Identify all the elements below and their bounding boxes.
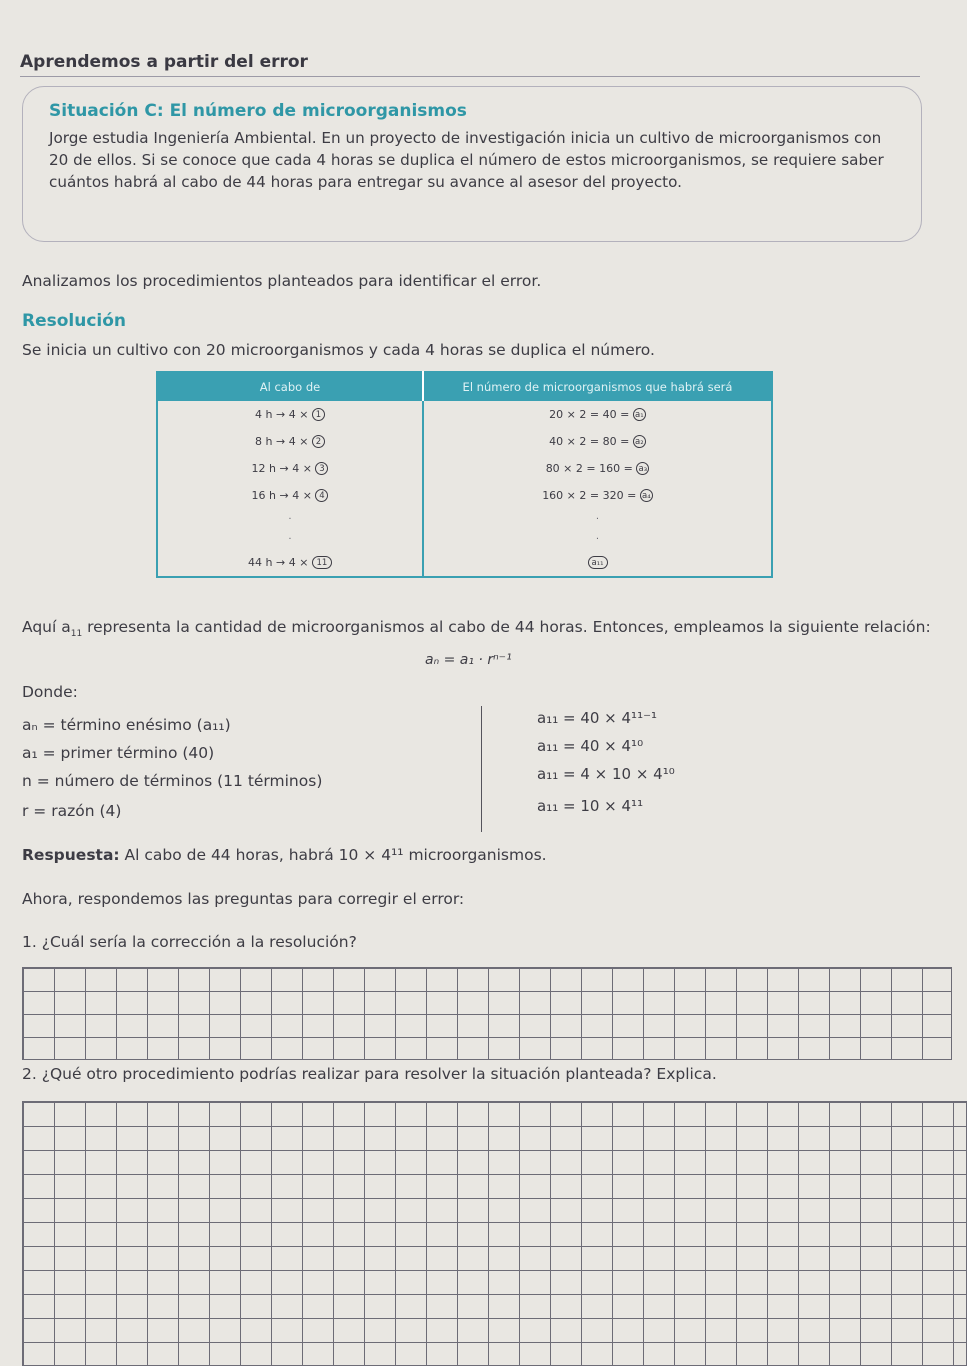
- explanation-subscript: 11: [70, 629, 83, 640]
- time-expression: 44 h → 4 ×: [248, 555, 309, 569]
- count-expression: 80 × 2 = 160 =: [545, 461, 633, 475]
- ellipsis-dot: ·: [157, 509, 423, 529]
- definition-item: a₁ = primer término (40): [22, 744, 215, 762]
- resolution-intro: Se inicia un cultivo con 20 microorganismos y cada 4 horas se duplica el número.: [22, 341, 655, 359]
- table-cell-count: [423, 455, 772, 482]
- situation-box: [22, 86, 922, 242]
- situation-text: Jorge estudia Ingeniería Ambiental. En un proyecto de investigación inicia un cultivo de microorganismos con 20 de ellos. Si se conoce que cada 4 horas se duplica el número de estos microorganismos, se requiere saber cuántos habrá al cabo de 44 horas para entregar su avance al asesor del proyecto.: [49, 129, 884, 191]
- circled-number: 1: [312, 408, 325, 421]
- table-row-ellipsis: [157, 529, 772, 549]
- table-row: [157, 401, 772, 428]
- resolution-heading: Resolución: [22, 311, 127, 331]
- answer-text: Al cabo de 44 horas, habrá 10 × 4¹¹ microorganismos.: [119, 846, 547, 864]
- table-row: [157, 428, 772, 455]
- calculation-step: a₁₁ = 40 × 4¹⁰: [537, 737, 644, 755]
- count-expression: 20 × 2 = 40 =: [549, 407, 630, 421]
- page-title: Aprendemos a partir del error: [20, 52, 308, 72]
- question-2: 2. ¿Qué otro procedimiento podrías realizar para resolver la situación planteada? Explica.: [22, 1065, 717, 1083]
- growth-table: [156, 371, 773, 578]
- table-cell-count: [423, 401, 772, 428]
- table-row-ellipsis: [157, 509, 772, 529]
- calculation-step: a₁₁ = 10 × 4¹¹: [537, 797, 644, 815]
- table-cell-time: [157, 401, 423, 428]
- time-expression: 4 h → 4 ×: [255, 407, 309, 421]
- time-expression: 8 h → 4 ×: [255, 434, 309, 448]
- answer-label: Respuesta:: [22, 846, 120, 864]
- time-expression: 12 h → 4 ×: [251, 461, 312, 475]
- circled-term: a₄: [640, 489, 653, 502]
- definitions-label: Donde:: [22, 683, 78, 701]
- ellipsis-dot: ·: [595, 513, 600, 525]
- calculation-step: a₁₁ = 4 × 10 × 4¹⁰: [537, 765, 675, 783]
- table-cell-time: [157, 549, 423, 577]
- table-row: [157, 482, 772, 509]
- time-expression: 16 h → 4 ×: [251, 488, 312, 502]
- calculation-step: a₁₁ = 40 × 4¹¹⁻¹: [537, 709, 658, 727]
- situation-title: Situación C: El número de microorganismos: [49, 101, 467, 121]
- analysis-text: Analizamos los procedimientos planteados para identificar el error.: [22, 272, 542, 290]
- table-row: [157, 455, 772, 482]
- circled-number: 4: [315, 489, 328, 502]
- circled-term: a₁₁: [588, 556, 608, 569]
- table-cell-count: [423, 482, 772, 509]
- count-expression: 40 × 2 = 80 =: [549, 434, 630, 448]
- table-cell-time: [157, 455, 423, 482]
- circled-term: a₂: [633, 435, 646, 448]
- ellipsis-dot: ·: [157, 529, 423, 549]
- ellipsis-dot: ·: [595, 533, 600, 545]
- title-divider: [20, 76, 920, 77]
- circled-number: 3: [315, 462, 328, 475]
- circled-term: a₃: [636, 462, 649, 475]
- circled-term: a₁: [633, 408, 646, 421]
- table-header-row: [157, 372, 772, 401]
- questions-prompt: Ahora, respondemos las preguntas para corregir el error:: [22, 890, 465, 908]
- definition-item: r = razón (4): [22, 802, 122, 820]
- table-header-count: El número de microorganismos que habrá será: [423, 372, 772, 401]
- table-cell-time: [157, 482, 423, 509]
- table-row: [157, 549, 772, 577]
- table-cell-time: [157, 428, 423, 455]
- table-header-time: Al cabo de: [157, 372, 423, 401]
- answer-line: [22, 846, 547, 864]
- count-expression: 160 × 2 = 320 =: [542, 488, 637, 502]
- geometric-formula: aₙ = a₁ · rⁿ⁻¹: [425, 652, 512, 668]
- table-cell-count: [423, 428, 772, 455]
- steps-divider: [481, 706, 482, 832]
- explanation-before: Aquí a: [22, 618, 71, 636]
- explanation-text: [22, 615, 942, 647]
- circled-number: 11: [312, 556, 332, 569]
- question-1: 1. ¿Cuál sería la corrección a la resolución?: [22, 933, 357, 951]
- answer-grid-1[interactable]: [22, 967, 952, 1060]
- answer-grid-2[interactable]: [22, 1101, 967, 1366]
- definition-item: n = número de términos (11 términos): [22, 772, 323, 790]
- table-cell-count: [423, 549, 772, 577]
- explanation-after: representa la cantidad de microorganismos al cabo de 44 horas. Entonces, empleamos la siguiente relación:: [82, 618, 931, 636]
- circled-number: 2: [312, 435, 325, 448]
- definition-item: aₙ = término enésimo (a₁₁): [22, 716, 231, 734]
